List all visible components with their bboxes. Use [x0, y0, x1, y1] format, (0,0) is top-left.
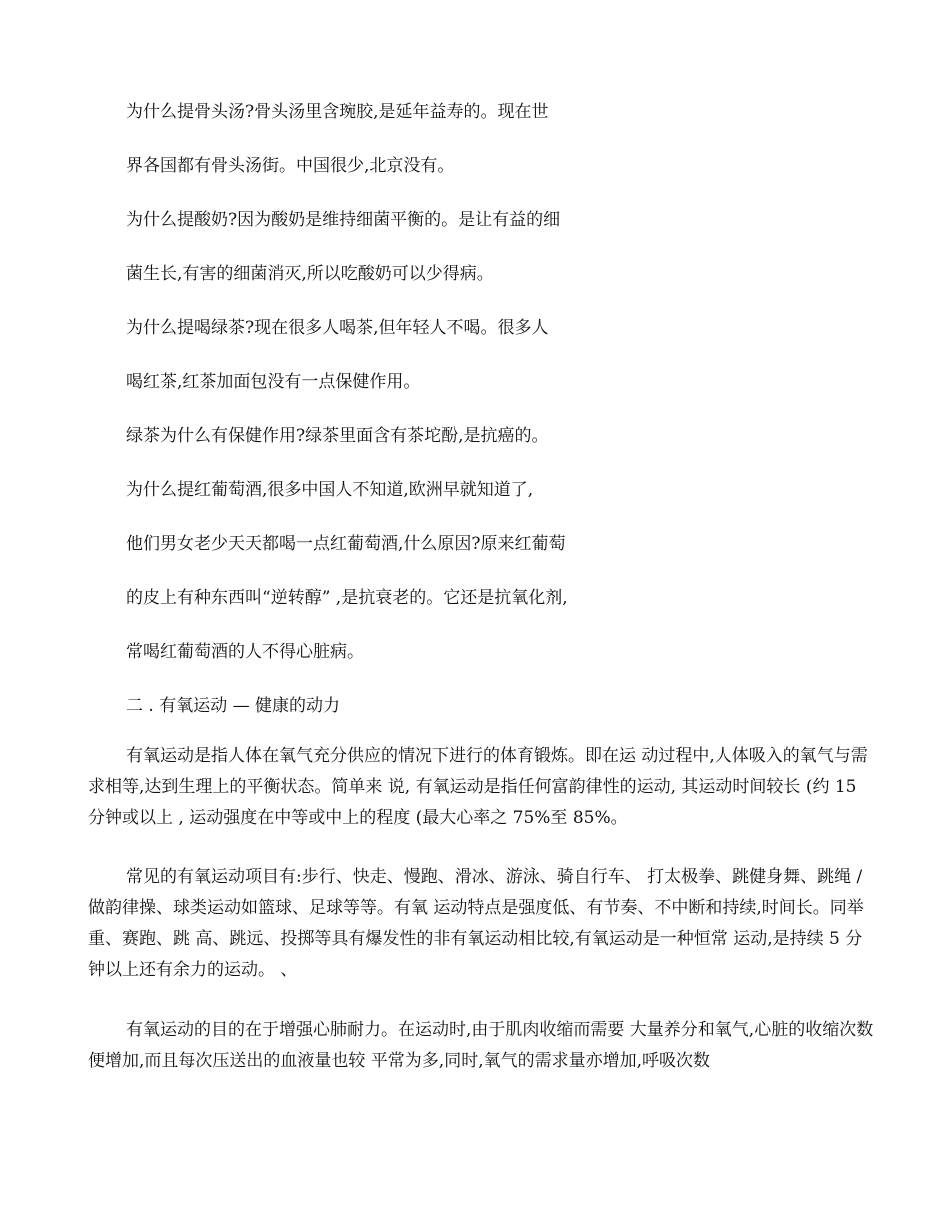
text-line-2: 界各国都有骨头汤街。中国很少,北京没有。 — [126, 156, 455, 176]
text-line-10: 的皮上有种东西叫“逆转醇” ,是抗衰老的。它还是抗氧化剂, — [126, 588, 568, 608]
text-line-11: 常喝红葡萄酒的人不得心脏病。 — [126, 642, 364, 662]
text-line-8: 为什么提红葡萄酒,很多中国人不知道,欧洲早就知道了, — [126, 480, 534, 500]
paragraph-aerobic-definition: 有氧运动是指人体在氧气充分供应的情况下进行的体育锻炼。即在运 动过程中,人体吸入的氧气与需求相等,达到生理上的平衡状态。简单来 说, 有氧运动是指任何富韵律性的运动, 其运动时间较长 (约 15 分钟或以上 , 运动强度在中等或中上的程度 (最大心率之 75%至 85%。 — [88, 746, 868, 828]
text-line-5: 为什么提喝绿茶?现在很多人喝茶,但年轻人不喝。很多人 — [126, 318, 549, 338]
paragraph-aerobic-purpose: 有氧运动的目的在于增强心肺耐力。在运动时,由于肌肉收缩而需要 大量养分和氧气,心脏的收缩次数便增加,而且每次压送出的血液量也较 平常为多,同时,氧气的需求量亦增加,呼吸次数 — [88, 1020, 874, 1071]
text-line-1: 为什么提骨头汤?骨头汤里含琬胶,是延年益寿的。现在世 — [126, 102, 549, 122]
text-line-4: 菌生长,有害的细菌消灭,所以吃酸奶可以少得病。 — [126, 264, 494, 284]
text-line-9: 他们男女老少天天都喝一点红葡萄酒,什么原因?原来红葡萄 — [126, 534, 566, 554]
text-line-3: 为什么提酸奶?因为酸奶是维持细菌平衡的。是让有益的细 — [126, 210, 561, 230]
text-line-7: 绿茶为什么有保健作用?绿茶里面含有茶坨酚,是抗癌的。 — [126, 426, 549, 446]
paragraph-aerobic-examples: 常见的有氧运动项目有:步行、快走、慢跑、滑冰、游泳、骑自行车、 打太极拳、跳健身舞、跳绳 /做韵律操、球类运动如篮球、足球等等。有氧 运动特点是强度低、有节奏、不中断和持续,时间长。同举重、赛跑、跳 高、跳远、投掷等具有爆发性的非有氧运动相比较,有氧运动是一种恒常 运动,是持续 5 分钟以上还有余力的运动。 、 — [88, 867, 864, 980]
text-line-6: 喝红茶,红茶加面包没有一点保健作用。 — [126, 372, 421, 392]
section-heading: 二 . 有氧运动 — 健康的动力 — [126, 696, 341, 716]
